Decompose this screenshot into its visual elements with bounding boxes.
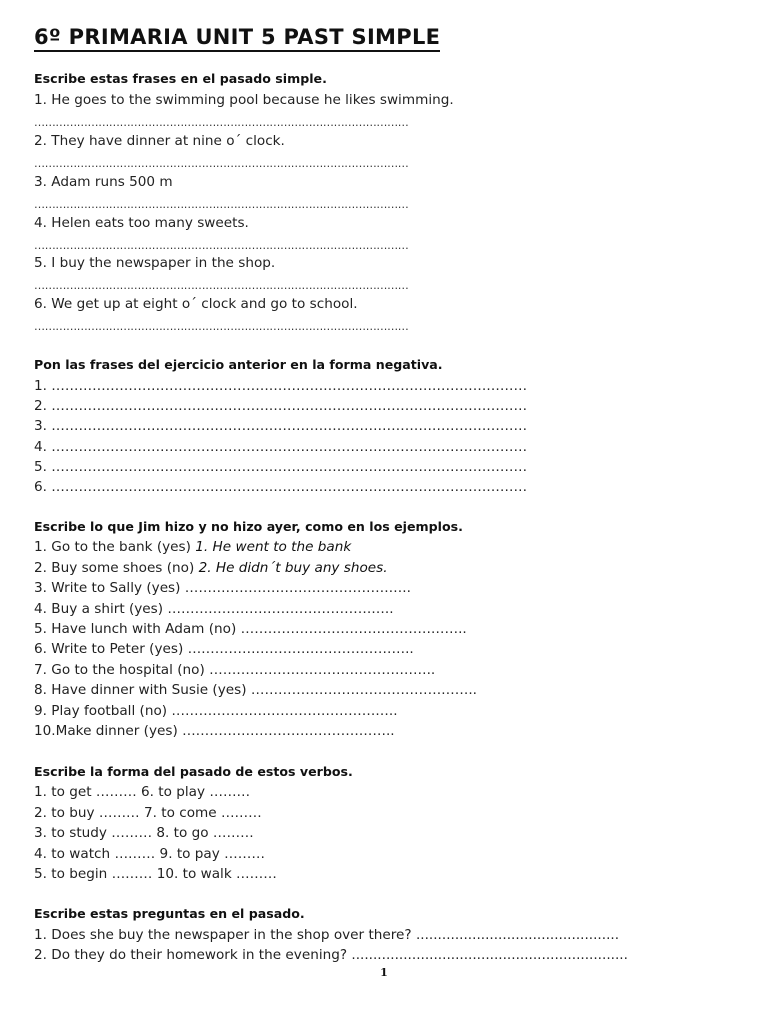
s5-item-1: 1. Does she buy the newspaper in the shop over there? ............................................... (34, 927, 620, 943)
s3-item-5: 5. Have lunch with Adam (no) ………………………………………….. (34, 621, 467, 637)
s1-item-6: 6. We get up at eight o´ clock and go to school. (34, 296, 358, 312)
s1-item-5: 5. I buy the newspaper in the shop. (34, 255, 276, 271)
s2-item-2: 2. …………………………………………………………………………………………… (34, 398, 528, 414)
s1-answer-line-1: …………………………………………………………………………………………… (34, 116, 409, 129)
section4-heading: Escribe la forma del pasado de estos verbos. (34, 764, 353, 779)
section5-heading: Escribe estas preguntas en el pasado. (34, 906, 305, 921)
s4-item-2: 2. to buy ……… 7. to come ……… (34, 805, 262, 821)
s1-answer-line-2: …………………………………………………………………………………………… (34, 157, 409, 170)
s3-item-3: 3. Write to Sally (yes) ………………………………………….. (34, 580, 411, 596)
s4-item-3: 3. to study ……… 8. to go ……… (34, 825, 254, 841)
s2-item-6: 6. …………………………………………………………………………………………… (34, 479, 528, 495)
s3-item-9: 9. Play football (no) ………………………………………….. (34, 703, 398, 719)
s3-item-10: 10.Make dinner (yes) ……………………………………….. (34, 723, 395, 739)
s3-item-4: 4. Buy a shirt (yes) ………………………………………….. (34, 601, 394, 617)
page-title: 6º PRIMARIA UNIT 5 PAST SIMPLE (34, 24, 440, 52)
s3-example-2-prompt: 2. Buy some shoes (no) (34, 560, 195, 576)
page-number: 1 (380, 966, 388, 979)
s2-item-1: 1. …………………………………………………………………………………………… (34, 378, 528, 394)
s1-item-2: 2. They have dinner at nine o´ clock. (34, 133, 285, 149)
s2-item-5: 5. …………………………………………………………………………………………… (34, 459, 528, 475)
s1-item-1: 1. He goes to the swimming pool because he likes swimming. (34, 92, 454, 108)
s4-item-1: 1. to get ……… 6. to play ……… (34, 784, 251, 800)
s3-example-1 (34, 538, 351, 556)
s1-item-3: 3. Adam runs 500 m (34, 174, 173, 190)
s3-item-8: 8. Have dinner with Susie (yes) ………………………………………….. (34, 682, 477, 698)
s5-item-2: 2. Do they do their homework in the evening? ................................................................ (34, 947, 628, 963)
s1-answer-line-6: …………………………………………………………………………………………… (34, 320, 409, 333)
section1-heading: Escribe estas frases en el pasado simple. (34, 71, 327, 86)
s1-answer-line-3: …………………………………………………………………………………………… (34, 198, 409, 211)
s3-example-1-answer: 1. He went to the bank (195, 539, 352, 555)
section3-heading: Escribe lo que Jim hizo y no hizo ayer, como en los ejemplos. (34, 519, 463, 534)
s3-item-6: 6. Write to Peter (yes) ………………………………………….. (34, 641, 414, 657)
s1-answer-line-4: …………………………………………………………………………………………… (34, 239, 409, 252)
s4-item-5: 5. to begin ……… 10. to walk ……… (34, 866, 277, 882)
s2-item-4: 4. …………………………………………………………………………………………… (34, 439, 528, 455)
section2-heading: Pon las frases del ejercicio anterior en la forma negativa. (34, 357, 443, 372)
s3-example-2 (34, 559, 388, 577)
s1-item-4: 4. Helen eats too many sweets. (34, 215, 249, 231)
s1-answer-line-5: …………………………………………………………………………………………… (34, 279, 409, 292)
s4-item-4: 4. to watch ……… 9. to pay ……… (34, 846, 265, 862)
s3-item-7: 7. Go to the hospital (no) ………………………………………….. (34, 662, 436, 678)
s3-example-1-prompt: 1. Go to the bank (yes) (34, 539, 191, 555)
s3-example-2-answer: 2. He didn´t buy any shoes. (198, 560, 388, 576)
s2-item-3: 3. …………………………………………………………………………………………… (34, 418, 528, 434)
